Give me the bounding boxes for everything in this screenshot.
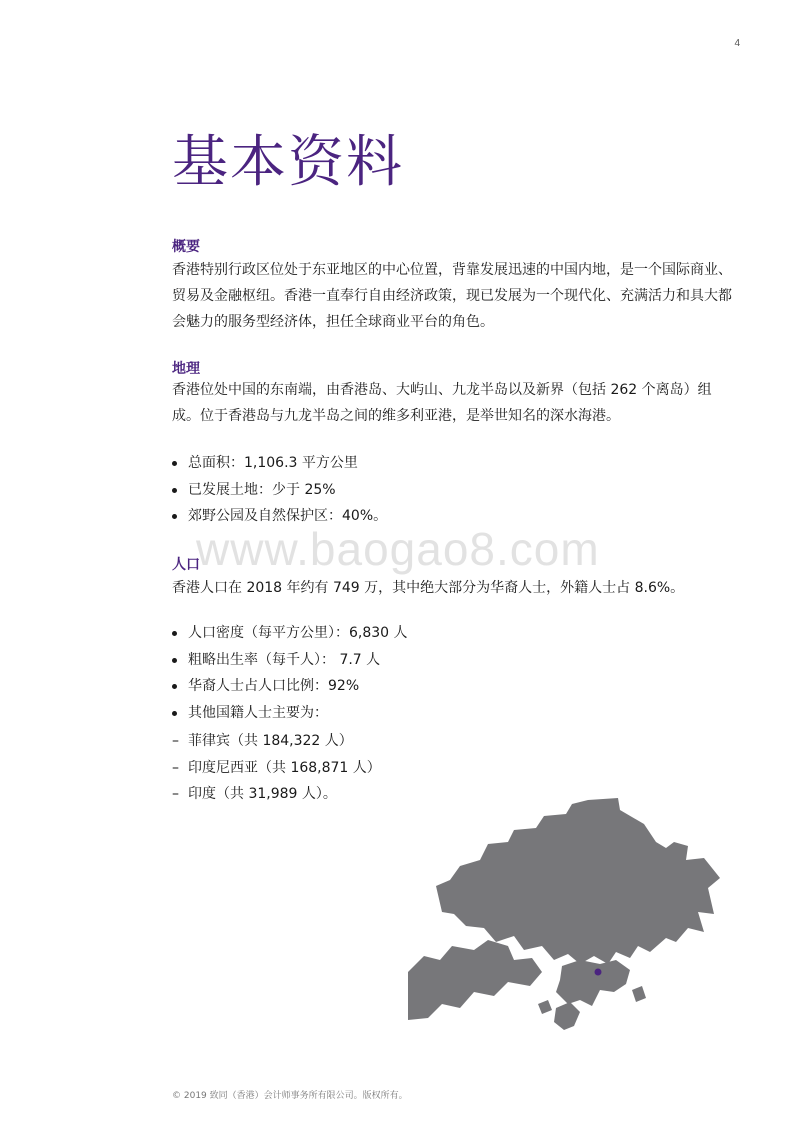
page-number: 4 <box>734 38 740 49</box>
list-item: 郊野公园及自然保护区：40%。 <box>172 503 387 530</box>
sub-list-item: – 菲律宾（共 184,322 人） <box>172 728 381 755</box>
bullet-dot-icon <box>172 658 177 663</box>
bullet-dot-icon <box>172 514 177 519</box>
population-bullet-list <box>172 620 408 726</box>
map-small-island <box>632 986 646 1002</box>
map-lantau-island <box>408 940 542 1020</box>
map-new-territories <box>436 798 720 964</box>
population-paragraph: 香港人口在 2018 年约有 749 万，其中绝大部分为华裔人士，外籍人士占 8.6%。 <box>172 580 685 596</box>
footer-copyright: © 2019 致同（香港）会计师事务所有限公司。版权所有。 <box>172 1091 408 1101</box>
section-heading-overview: 概要 <box>172 239 200 255</box>
location-marker-icon <box>595 969 602 976</box>
bullet-dot-icon <box>172 711 177 716</box>
map-landmass <box>408 798 720 1030</box>
bullet-dot-icon <box>172 684 177 689</box>
list-item: 已发展土地：少于 25% <box>172 477 387 504</box>
sub-list-item: – 印度（共 31,989 人）。 <box>172 781 381 808</box>
page-title: 基本资料 <box>172 130 404 195</box>
map-hong-kong-island <box>556 960 630 1006</box>
nationality-sub-list <box>172 728 381 808</box>
hong-kong-map-illustration <box>404 796 724 1032</box>
geography-paragraph: 香港位处中国的东南端，由香港岛、大屿山、九龙半岛以及新界（包括 262 个离岛）组成。位于香港岛与九龙半岛之间的维多利亚港，是举世知名的深水海港。 <box>172 382 712 424</box>
list-item: 总面积：1,106.3 平方公里 <box>172 450 387 477</box>
geography-bullet-list <box>172 450 387 530</box>
dash-marker: – <box>172 733 179 749</box>
list-item: 粗略出生率（每千人）： 7.7 人 <box>172 647 408 674</box>
dash-marker: – <box>172 786 179 802</box>
section-heading-geography: 地理 <box>172 361 200 377</box>
bullet-dot-icon <box>172 461 177 466</box>
map-lamma-island <box>554 1002 580 1030</box>
list-item: 其他国籍人士主要为： <box>172 700 408 727</box>
sub-list-item: – 印度尼西亚（共 168,871 人） <box>172 755 381 782</box>
map-small-island <box>538 1000 552 1014</box>
bullet-dot-icon <box>172 631 177 636</box>
bullet-dot-icon <box>172 488 177 493</box>
list-item: 华裔人士占人口比例：92% <box>172 673 408 700</box>
dash-marker: – <box>172 759 179 776</box>
overview-paragraph: 香港特别行政区位处于东亚地区的中心位置，背靠发展迅速的中国内地，是一个国际商业、贸易及金融枢纽。香港一直奉行自由经济政策，现已发展为一个现代化、充满活力和具大都会魅力的服务型经济体，担任全球商业平台的角色。 <box>172 262 732 330</box>
list-item: 人口密度（每平方公里）：6,830 人 <box>172 620 408 647</box>
watermark-text: www.baogao8.com <box>196 523 600 575</box>
section-heading-population: 人口 <box>172 557 200 573</box>
